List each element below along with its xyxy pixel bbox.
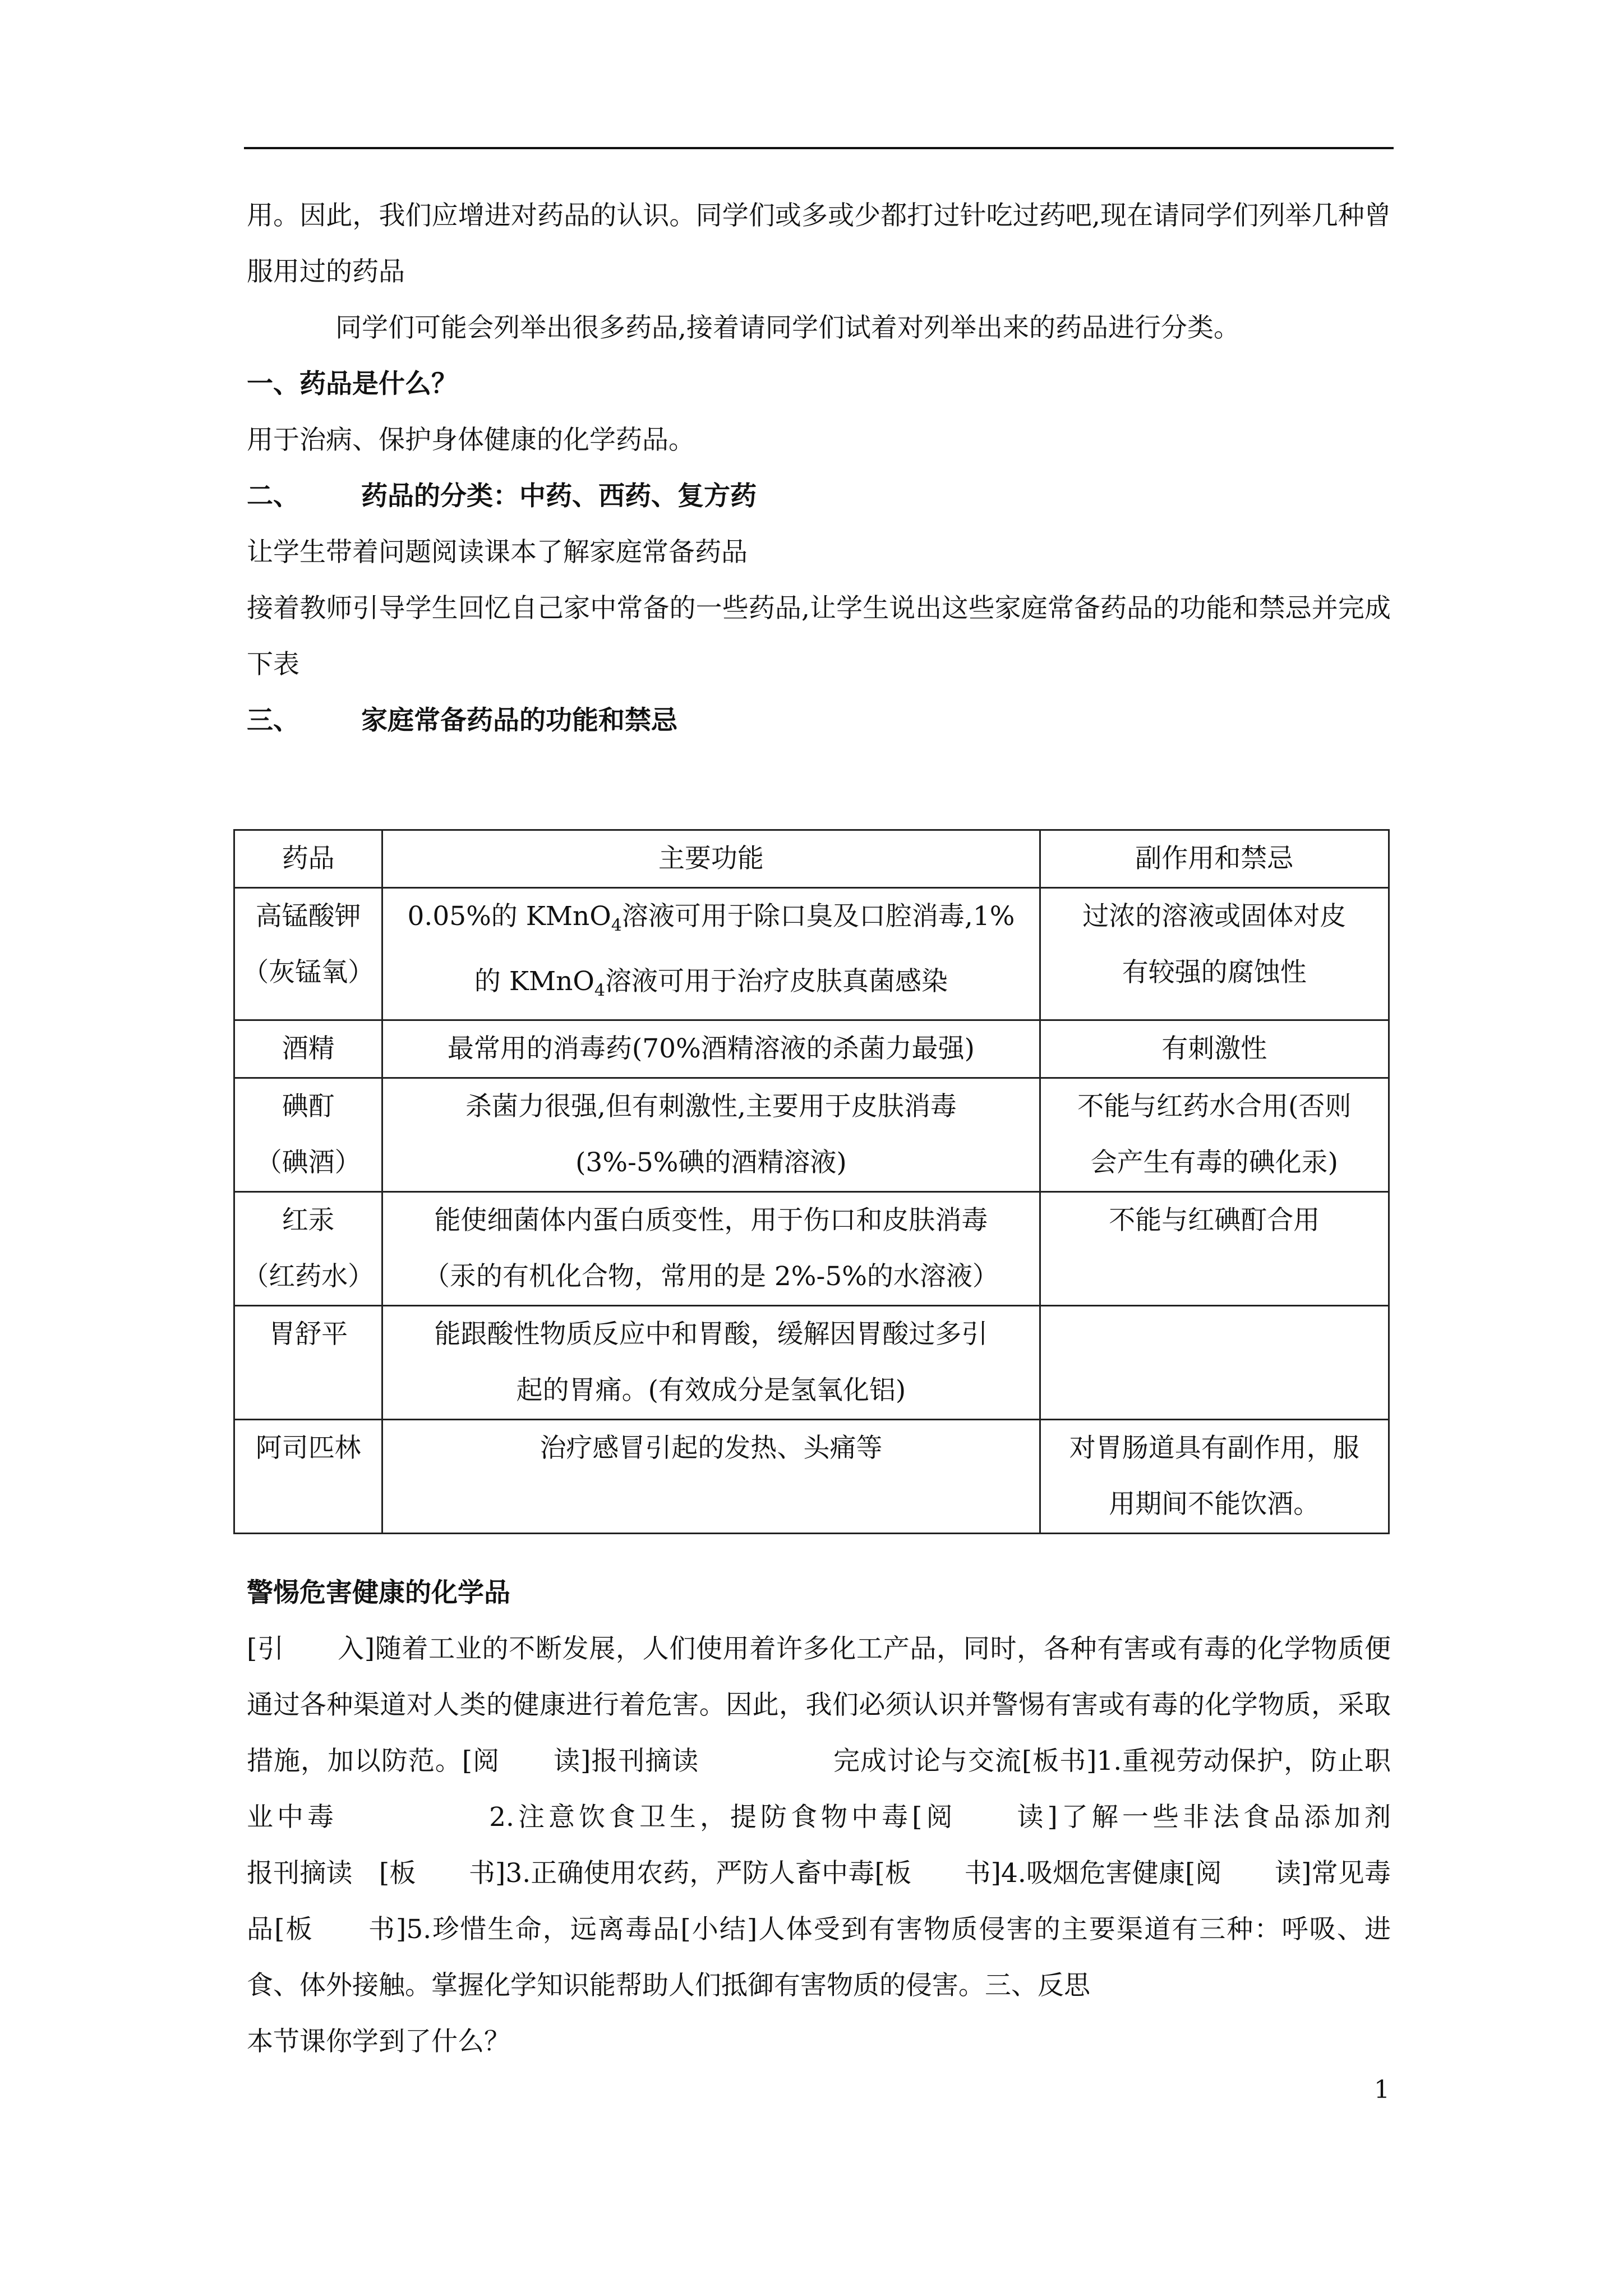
drug-function-cell: 能跟酸性物质反应中和胃酸，缓解因胃酸过多引 起的胃痛。(有效成分是氢氧化铝) <box>382 1305 1040 1419</box>
section4-body: [引 入]随着工业的不断发展，人们使用着许多化工产品，同时，各种有害或有毒的化学物质便通过各种渠道对人类的健康进行着危害。因此，我们必须认识并警惕有害或有毒的化学物质，采取措施，加以防范。[阅 读]报刊摘读 完成讨论与交流[板书]1.重视劳动保护，防止职业中毒 2.注意饮食卫生，提防食物中毒[阅 读]了解一些非法食品添加剂 报刊摘读 [板 书]3.正确使用农药，严防人畜中毒[板 书]4.吸烟危害健康[阅 读]常见毒品[板 书]5.珍惜生命，远离毒品[小结]人体受到有害物质侵害的主要渠道有三种：呼吸、进食、体外接触。掌握化学知识能帮助人们抵御有害物质的侵害。三、反思 <box>247 1634 1523 2001</box>
table-row <box>234 1078 1389 1191</box>
drug-side-effect-cell <box>1040 1305 1389 1419</box>
drug-side-effect-cell: 不能与红碘酊合用 <box>1040 1191 1389 1305</box>
drug-table <box>233 829 1390 1534</box>
drug-function-cell: 最常用的消毒药(70%酒精溶液的杀菌力最强) <box>382 1020 1040 1078</box>
header-rule <box>244 147 1394 149</box>
drug-name-cell: 胃舒平 <box>234 1305 382 1419</box>
intro-paragraph-2: 同学们可能会列举出很多药品,接着请同学们试着对列举出来的药品进行分类。 <box>335 312 1240 343</box>
section2-heading <box>247 468 1391 524</box>
section2-body-2: 接着教师引导学生回忆自己家中常备的一些药品,让学生说出这些家庭常备药品的功能和禁忌并完成下表 <box>247 593 1391 680</box>
table-row <box>234 1419 1389 1533</box>
table-row <box>234 1305 1389 1419</box>
drug-function-cell: 治疗感冒引起的发热、头痛等 <box>382 1419 1040 1533</box>
page-number: 1 <box>1374 2076 1390 2104</box>
drug-side-effect-cell: 不能与红药水合用(否则 会产生有毒的碘化汞) <box>1040 1078 1389 1191</box>
drug-function-cell: 杀菌力很强,但有刺激性,主要用于皮肤消毒 (3%-5%碘的酒精溶液) <box>382 1078 1040 1191</box>
section2-number: 二、 <box>247 481 299 512</box>
drug-name-cell: 红汞 （红药水） <box>234 1191 382 1305</box>
drug-name-cell: 高锰酸钾 （灰锰氧） <box>234 888 382 1020</box>
section1-body: 用于治病、保护身体健康的化学药品。 <box>247 425 695 455</box>
table-row <box>234 1020 1389 1078</box>
drug-side-effect-cell: 对胃肠道具有副作用，服 用期间不能饮酒。 <box>1040 1419 1389 1533</box>
drug-name-cell: 阿司匹林 <box>234 1419 382 1533</box>
section4-heading: 警惕危害健康的化学品 <box>247 1577 510 1608</box>
table-header-row <box>234 830 1389 888</box>
table-header-function: 主要功能 <box>382 830 1040 888</box>
intro-paragraph: 用。因此，我们应增进对药品的认识。同学们或多或少都打过针吃过药吧,现在请同学们列举几种曾服用过的药品 <box>247 200 1391 287</box>
drug-name-cell: 酒精 <box>234 1020 382 1078</box>
drug-side-effect-cell: 过浓的溶液或固体对皮 有较强的腐蚀性 <box>1040 888 1389 1020</box>
section3-number: 三、 <box>247 705 299 736</box>
table-header-side-effects: 副作用和禁忌 <box>1040 830 1389 888</box>
table-header-drug: 药品 <box>234 830 382 888</box>
drug-function-cell: 能使细菌体内蛋白质变性，用于伤口和皮肤消毒 （汞的有机化合物，常用的是 2%-5%的水溶液） <box>382 1191 1040 1305</box>
section1-heading: 一、药品是什么？ <box>247 369 458 399</box>
table-row <box>234 888 1389 1020</box>
closing-question: 本节课你学到了什么？ <box>247 2026 510 2057</box>
section2-body-1: 让学生带着问题阅读课本了解家庭常备药品 <box>247 537 748 568</box>
section3-title: 家庭常备药品的功能和禁忌 <box>361 705 677 736</box>
drug-side-effect-cell: 有刺激性 <box>1040 1020 1389 1078</box>
table-row <box>234 1191 1389 1305</box>
section3-heading <box>247 693 1391 749</box>
drug-name-cell: 碘酊 （碘酒） <box>234 1078 382 1191</box>
drug-function-cell: 0.05%的 KMnO$_4$溶液可用于除口臭及口腔消毒,1% 的 KMnO$_4$溶液可用于治疗皮肤真菌感染 <box>382 888 1040 1020</box>
section2-title: 药品的分类：中药、西药、复方药 <box>361 481 757 512</box>
